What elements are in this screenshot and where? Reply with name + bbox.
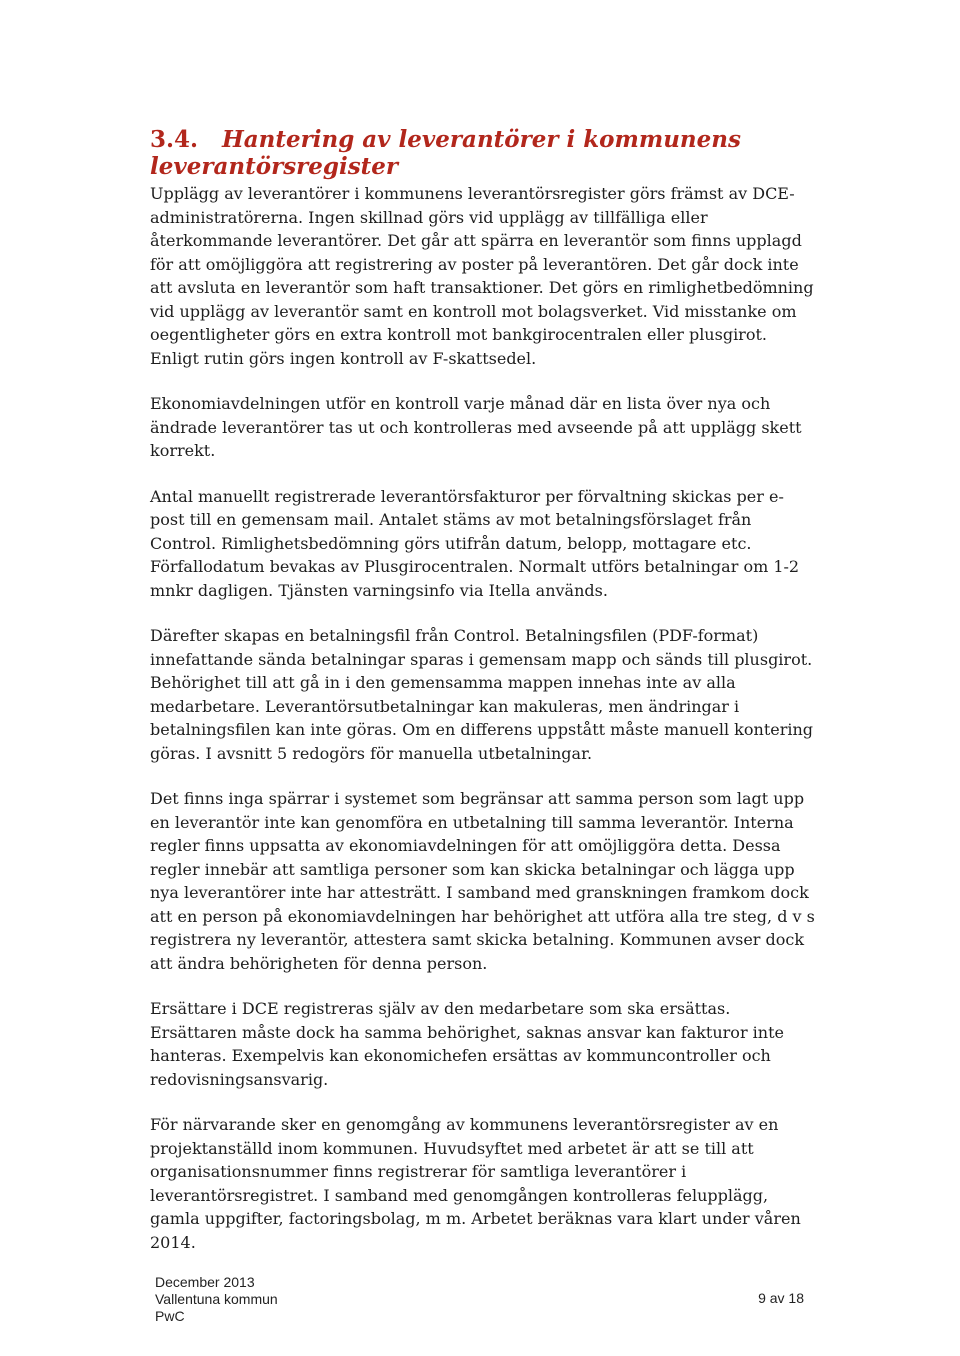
paragraph: För närvarande sker en genomgång av kommunens leverantörsregister av en projektanställd inom kommunen. Huvudsyftet med arbetet är att se till att organisationsnummer finns registrerar för samtliga leverantörer i leverantörsregistret. I samband med genomgången kontrolleras felupplägg, gamla uppgifter, factoringsbolag, m m. Arbetet beräknas vara klart under våren 2014. xyxy=(150,1115,801,1252)
section-number: 3.4. xyxy=(150,126,199,153)
footer-author: PwC xyxy=(155,1308,185,1324)
footer-info xyxy=(155,1274,278,1325)
paragraph: Därefter skapas en betalningsfil från Control. Betalningsfilen (PDF-format) innefattande sända betalningar sparas i gemensam mapp och sänds till plusgirot. Behörighet till att gå in i den gemensamma mappen innehas inte av alla medarbetare. Leverantörsutbetalningar kan makuleras, men ändringar i betalningsfilen kan inte göras. Om en differens uppstått måste manuell kontering göras. I avsnitt 5 redogörs för manuella utbetalningar. xyxy=(150,626,814,763)
page-number: 9 av 18 xyxy=(758,1290,804,1306)
body-text xyxy=(150,182,815,1276)
section-heading xyxy=(150,126,830,180)
footer-organisation: Vallentuna kommun xyxy=(155,1291,278,1307)
paragraph: Det finns inga spärrar i systemet som begränsar att samma person som lagt upp en leverantör inte kan genomföra en utbetalning till samma leverantör. Interna regler finns uppsatta av ekonomiavdelningen för att omöjliggöra detta. Dessa regler innebär att samtliga personer som kan skicka betalningar och lägga upp nya leverantörer inte har attesträtt. I samband med granskningen framkom dock att en person på ekonomiavdelningen har behörighet att utföra alla tre steg, d v s registrera ny leverantör, attestera samt skicka betalning. Kommunen avser dock att ändra behörigheten för denna person. xyxy=(150,789,815,973)
paragraph: Ekonomiavdelningen utför en kontroll varje månad där en lista över nya och ändrade leverantörer tas ut och kontrolleras med avseende på att upplägg skett korrekt. xyxy=(150,394,802,460)
paragraph: Antal manuellt registrerade leverantörsfakturor per förvaltning skickas per e-post till en gemensam mail. Antalet stäms av mot betalningsförslaget från Control. Rimlighetsbedömning görs utifrån datum, belopp, mottagare etc. Förfallodatum bevakas av Plusgirocentralen. Normalt utförs betalningar om 1-2 mnkr dagligen. Tjänsten varningsinfo via Itella används. xyxy=(150,486,800,600)
footer-date: December 2013 xyxy=(155,1274,255,1290)
section-title: Hantering av leverantörer i kommunens leverantörsregister xyxy=(150,126,741,180)
paragraph: Upplägg av leverantörer i kommunens leverantörsregister görs främst av DCE-administratörerna. Ingen skillnad görs vid upplägg av tillfälliga eller återkommande leverantörer. Det går att spärra en leverantör som finns upplagd för att omöjliggöra att registrering av poster på leverantören. Det går dock inte att avsluta en leverantör som haft transaktioner. Det görs en rimlighetbedömning vid upplägg av leverantör samt en kontroll mot bolagsverket. Vid misstanke om oegentligheter görs en extra kontroll mot bankgirocentralen eller plusgirot. Enligt rutin görs ingen kontroll av F-skattsedel. xyxy=(150,184,814,368)
paragraph: Ersättare i DCE registreras själv av den medarbetare som ska ersättas. Ersättaren måste dock ha samma behörighet, saknas ansvar kan fakturor inte hanteras. Exempelvis kan ekonomichefen ersättas av kommuncontroller och redovisningsansvarig. xyxy=(150,999,784,1089)
